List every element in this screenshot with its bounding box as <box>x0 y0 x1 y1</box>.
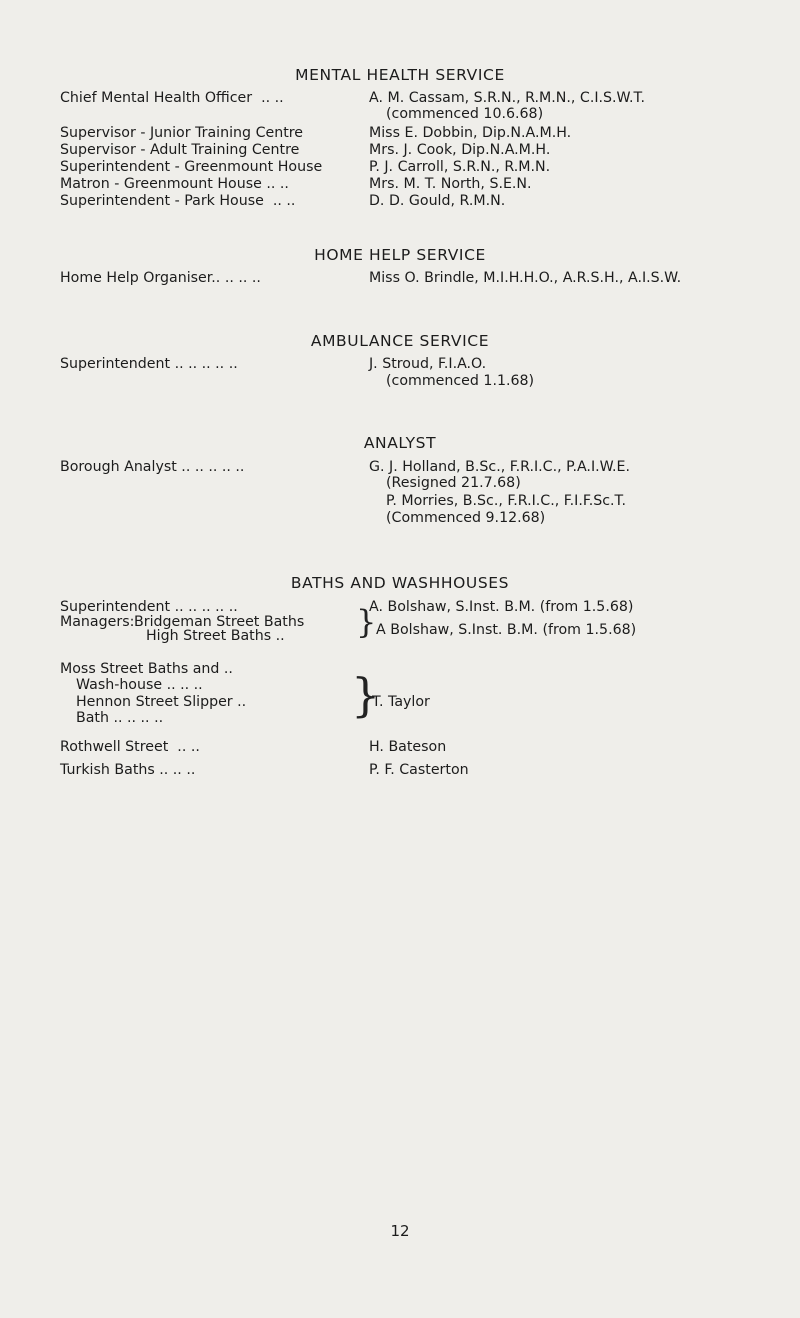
mh-role-3: Superintendent - Greenmount House <box>60 159 323 175</box>
ambulance-name: J. Stroud, F.I.A.O. <box>369 356 487 372</box>
mh-name-1: Miss E. Dobbin, Dip.N.A.M.H. <box>369 125 572 141</box>
mh-name-0: A. M. Cassam, S.R.N., R.M.N., C.I.S.W.T. <box>369 90 645 106</box>
home-help-role: Home Help Organiser.. .. .. .. <box>60 270 261 286</box>
analyst-name-2: P. Morries, B.Sc., F.R.I.C., F.I.F.Sc.T. <box>386 493 627 509</box>
managers-brace: } <box>356 603 377 641</box>
ambulance-heading: AMBULANCE SERVICE <box>310 332 490 350</box>
home-help-name: Miss O. Brindle, M.I.H.H.O., A.R.S.H., A.I.S.W. <box>369 270 682 286</box>
mh-role-0: Chief Mental Health Officer .. .. <box>60 90 284 106</box>
page-number: 12 <box>390 1222 410 1240</box>
managers-name: A Bolshaw, S.Inst. B.M. (from 1.5.68) <box>376 622 637 638</box>
turkish-role: Turkish Baths .. .. .. <box>60 762 196 778</box>
analyst-role: Borough Analyst .. .. .. .. .. <box>60 459 245 475</box>
rothwell-role: Rothwell Street .. .. <box>60 739 200 755</box>
mh-name-5: D. D. Gould, R.M.N. <box>369 193 506 209</box>
home-help-heading: HOME HELP SERVICE <box>314 246 486 264</box>
mh-role-1: Supervisor - Junior Training Centre <box>60 125 304 141</box>
managers-line-2: High Street Baths .. <box>146 628 285 644</box>
hennon-line-1: Hennon Street Slipper .. <box>76 694 247 710</box>
ambulance-role: Superintendent .. .. .. .. .. <box>60 356 238 372</box>
analyst-note-1: (Resigned 21.7.68) <box>386 475 521 491</box>
rothwell-name: H. Bateson <box>369 739 447 755</box>
baths-superintendent-role: Superintendent .. .. .. .. .. <box>60 599 238 615</box>
managers-label: Managers: <box>60 614 135 630</box>
baths-heading: BATHS AND WASHHOUSES <box>290 574 510 592</box>
taylor-brace: } <box>351 668 381 722</box>
mh-name-2: Mrs. J. Cook, Dip.N.A.M.H. <box>369 142 551 158</box>
analyst-heading: ANALYST <box>363 434 437 452</box>
mh-role-5: Superintendent - Park House .. .. <box>60 193 296 209</box>
mental-health-heading: MENTAL HEALTH SERVICE <box>295 66 505 84</box>
moss-line-1: Moss Street Baths and .. <box>60 661 233 677</box>
mh-name-4: Mrs. M. T. North, S.E.N. <box>369 176 532 192</box>
analyst-note-2: (Commenced 9.12.68) <box>386 510 546 526</box>
baths-superintendent-name: A. Bolshaw, S.Inst. B.M. (from 1.5.68) <box>369 599 634 615</box>
turkish-name: P. F. Casterton <box>369 762 469 778</box>
mh-note-0: (commenced 10.6.68) <box>386 106 544 122</box>
taylor-name: T. Taylor <box>372 694 430 710</box>
managers-line-1: Bridgeman Street Baths <box>134 614 305 630</box>
hennon-line-2: Bath .. .. .. .. <box>76 710 164 726</box>
analyst-name-1: G. J. Holland, B.Sc., F.R.I.C., P.A.I.W.E. <box>369 459 631 475</box>
mh-role-4: Matron - Greenmount House .. .. <box>60 176 289 192</box>
mh-role-2: Supervisor - Adult Training Centre <box>60 142 300 158</box>
ambulance-note: (commenced 1.1.68) <box>386 373 535 389</box>
mh-name-3: P. J. Carroll, S.R.N., R.M.N. <box>369 159 551 175</box>
moss-line-2: Wash-house .. .. .. <box>76 677 203 693</box>
